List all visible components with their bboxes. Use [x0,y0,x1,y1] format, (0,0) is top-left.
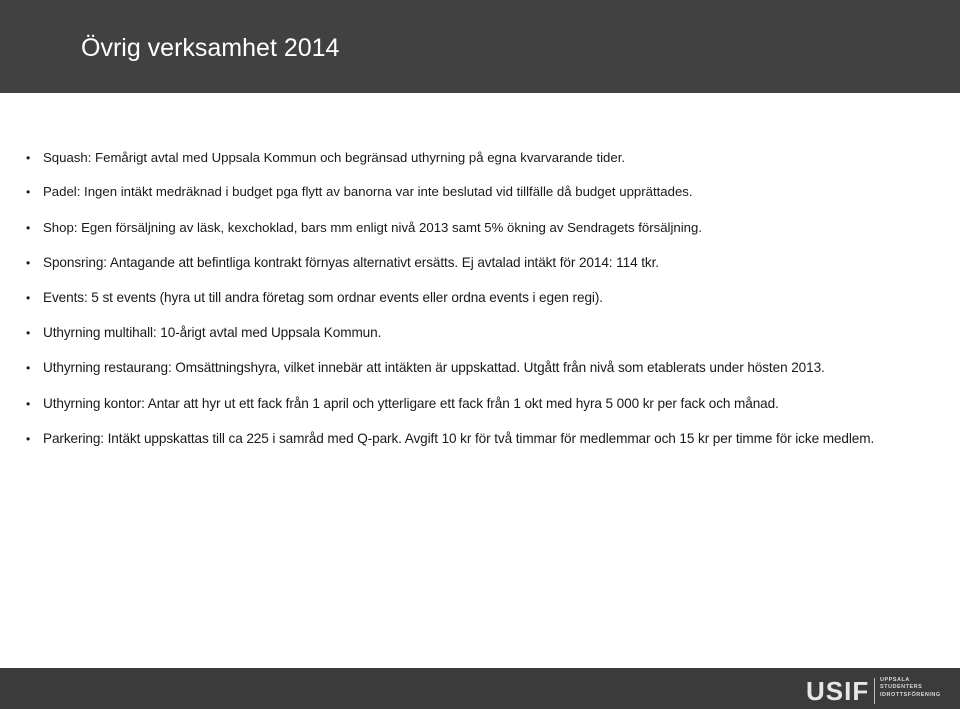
logo-divider [874,678,875,704]
bullet-icon: • [26,151,31,165]
bullet-icon: • [26,397,31,411]
bullet-text: Sponsring: Antagande att befintliga kontrakt förnyas alternativt ersätts. Ej avtalad intäkt för 2014: 114 tkr. [43,255,659,270]
bullet-item-squash [26,148,946,168]
logo-wordmark: USIF [806,676,870,706]
logo-tagline [880,677,940,699]
bullet-item-kontor [26,394,946,414]
slide-title: Övrig verksamhet 2014 [81,34,340,62]
footer-bar [0,668,960,709]
bullet-item-shop [26,218,946,238]
usif-logo [806,676,942,704]
bullet-text: Squash: Femårigt avtal med Uppsala Kommun och begränsad uthyrning på egna kvarvarande tider. [43,150,626,165]
logo-tagline-line: UPPSALA [880,677,910,683]
logo-tagline-line: STUDENTERS [880,684,923,691]
bullet-text: Uthyrning kontor: Antar att hyr ut ett fack från 1 april och ytterligare ett fack från 1 okt med hyra 5 000 kr per fack och månad. [43,396,779,411]
bullet-text: Uthyrning multihall: 10-årigt avtal med Uppsala Kommun. [43,325,382,340]
bullet-text: Uthyrning restaurang: Omsättningshyra, vilket innebär att intäkten är uppskattad. Utgått från nivå som etablerats under hösten 2013. [43,360,825,375]
bullet-icon: • [26,432,31,446]
logo-tagline-line: IDROTTSFÖRENING [880,691,941,698]
bullet-item-parkering [26,429,946,449]
bullet-item-sponsring [26,253,946,273]
bullet-text: Parkering: Intäkt uppskattas till ca 225 i samråd med Q-park. Avgift 10 kr för två timmar för medlemmar och 15 kr per timme för icke medlem. [43,431,875,446]
bullet-text: Events: 5 st events (hyra ut till andra företag som ordnar events eller ordna events i egen regi). [43,290,603,305]
bullet-icon: • [26,185,31,199]
bullet-text: Padel: Ingen intäkt medräknad i budget pga flytt av banorna var inte beslutad vid tillfälle då budget upprättades. [43,184,693,199]
bullet-icon: • [26,221,31,235]
bullet-icon: • [26,361,31,375]
bullet-text: Shop: Egen försäljning av läsk, kexchoklad, bars mm enligt nivå 2013 samt 5% ökning av Sendragets försäljning. [43,220,703,235]
bullet-item-events [26,288,946,308]
bullet-item-multihall [26,323,946,343]
bullet-icon: • [26,256,31,270]
bullet-icon: • [26,326,31,340]
bullet-item-restaurang [26,358,946,378]
bullet-icon: • [26,291,31,305]
bullet-item-padel [26,182,946,202]
